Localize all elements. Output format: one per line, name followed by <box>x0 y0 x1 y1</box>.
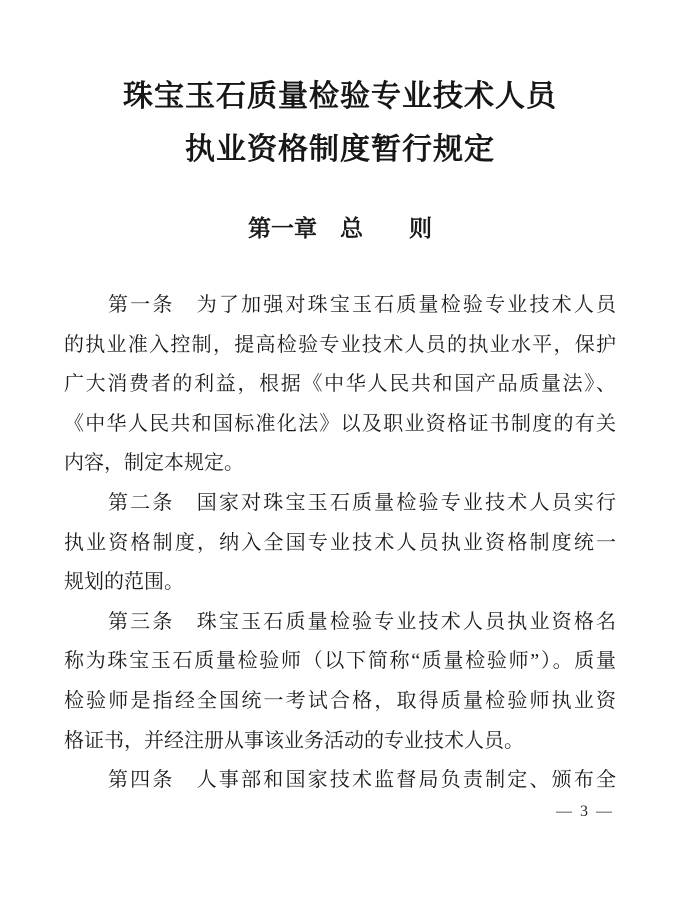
body-line: 内容，制定本规定。 <box>64 452 244 475</box>
body-paragraph <box>64 603 616 761</box>
body-paragraph <box>64 761 616 801</box>
body-paragraph <box>64 484 616 603</box>
body-line: 第三条 珠宝玉石质量检验专业技术人员执业资格名 <box>108 610 616 633</box>
body-line: 检验师是指经全国统一考试合格，取得质量检验师执业资 <box>64 689 616 712</box>
body-line: 第四条 人事部和国家技术监督局负责制定、颁布全 <box>108 769 616 792</box>
body-line: 的执业准入控制，提高检验专业技术人员的执业水平，保护 <box>64 333 616 356</box>
body-line: 第一条 为了加强对珠宝玉石质量检验专业技术人员 <box>108 294 616 316</box>
body-line: 第二条 国家对珠宝玉石质量检验专业技术人员实行 <box>108 491 616 514</box>
body-line: 《中华人民共和国标准化法》以及职业资格证书制度的有关 <box>64 412 616 435</box>
chapter-heading: 第一章 总 则 <box>248 215 432 241</box>
body-line: 广大消费者的利益，根据《中华人民共和国产品质量法》、 <box>64 373 616 396</box>
body-line: 规划的范围。 <box>64 571 184 594</box>
document-body <box>64 286 616 801</box>
body-paragraph <box>64 286 616 484</box>
body-line: 执业资格制度，纳入全国专业技术人员执业资格制度统一 <box>64 531 616 554</box>
body-line: 格证书，并经注册从事该业务活动的专业技术人员。 <box>64 729 524 752</box>
document-title-line-1: 珠宝玉石质量检验专业技术人员 <box>123 80 557 113</box>
document-title-line-2: 执业资格制度暂行规定 <box>185 133 495 166</box>
body-line: 称为珠宝玉石质量检验师（以下简称“质量检验师”）。质量 <box>64 650 616 673</box>
document-title <box>0 70 680 176</box>
page-number: — 3 — <box>556 803 614 820</box>
